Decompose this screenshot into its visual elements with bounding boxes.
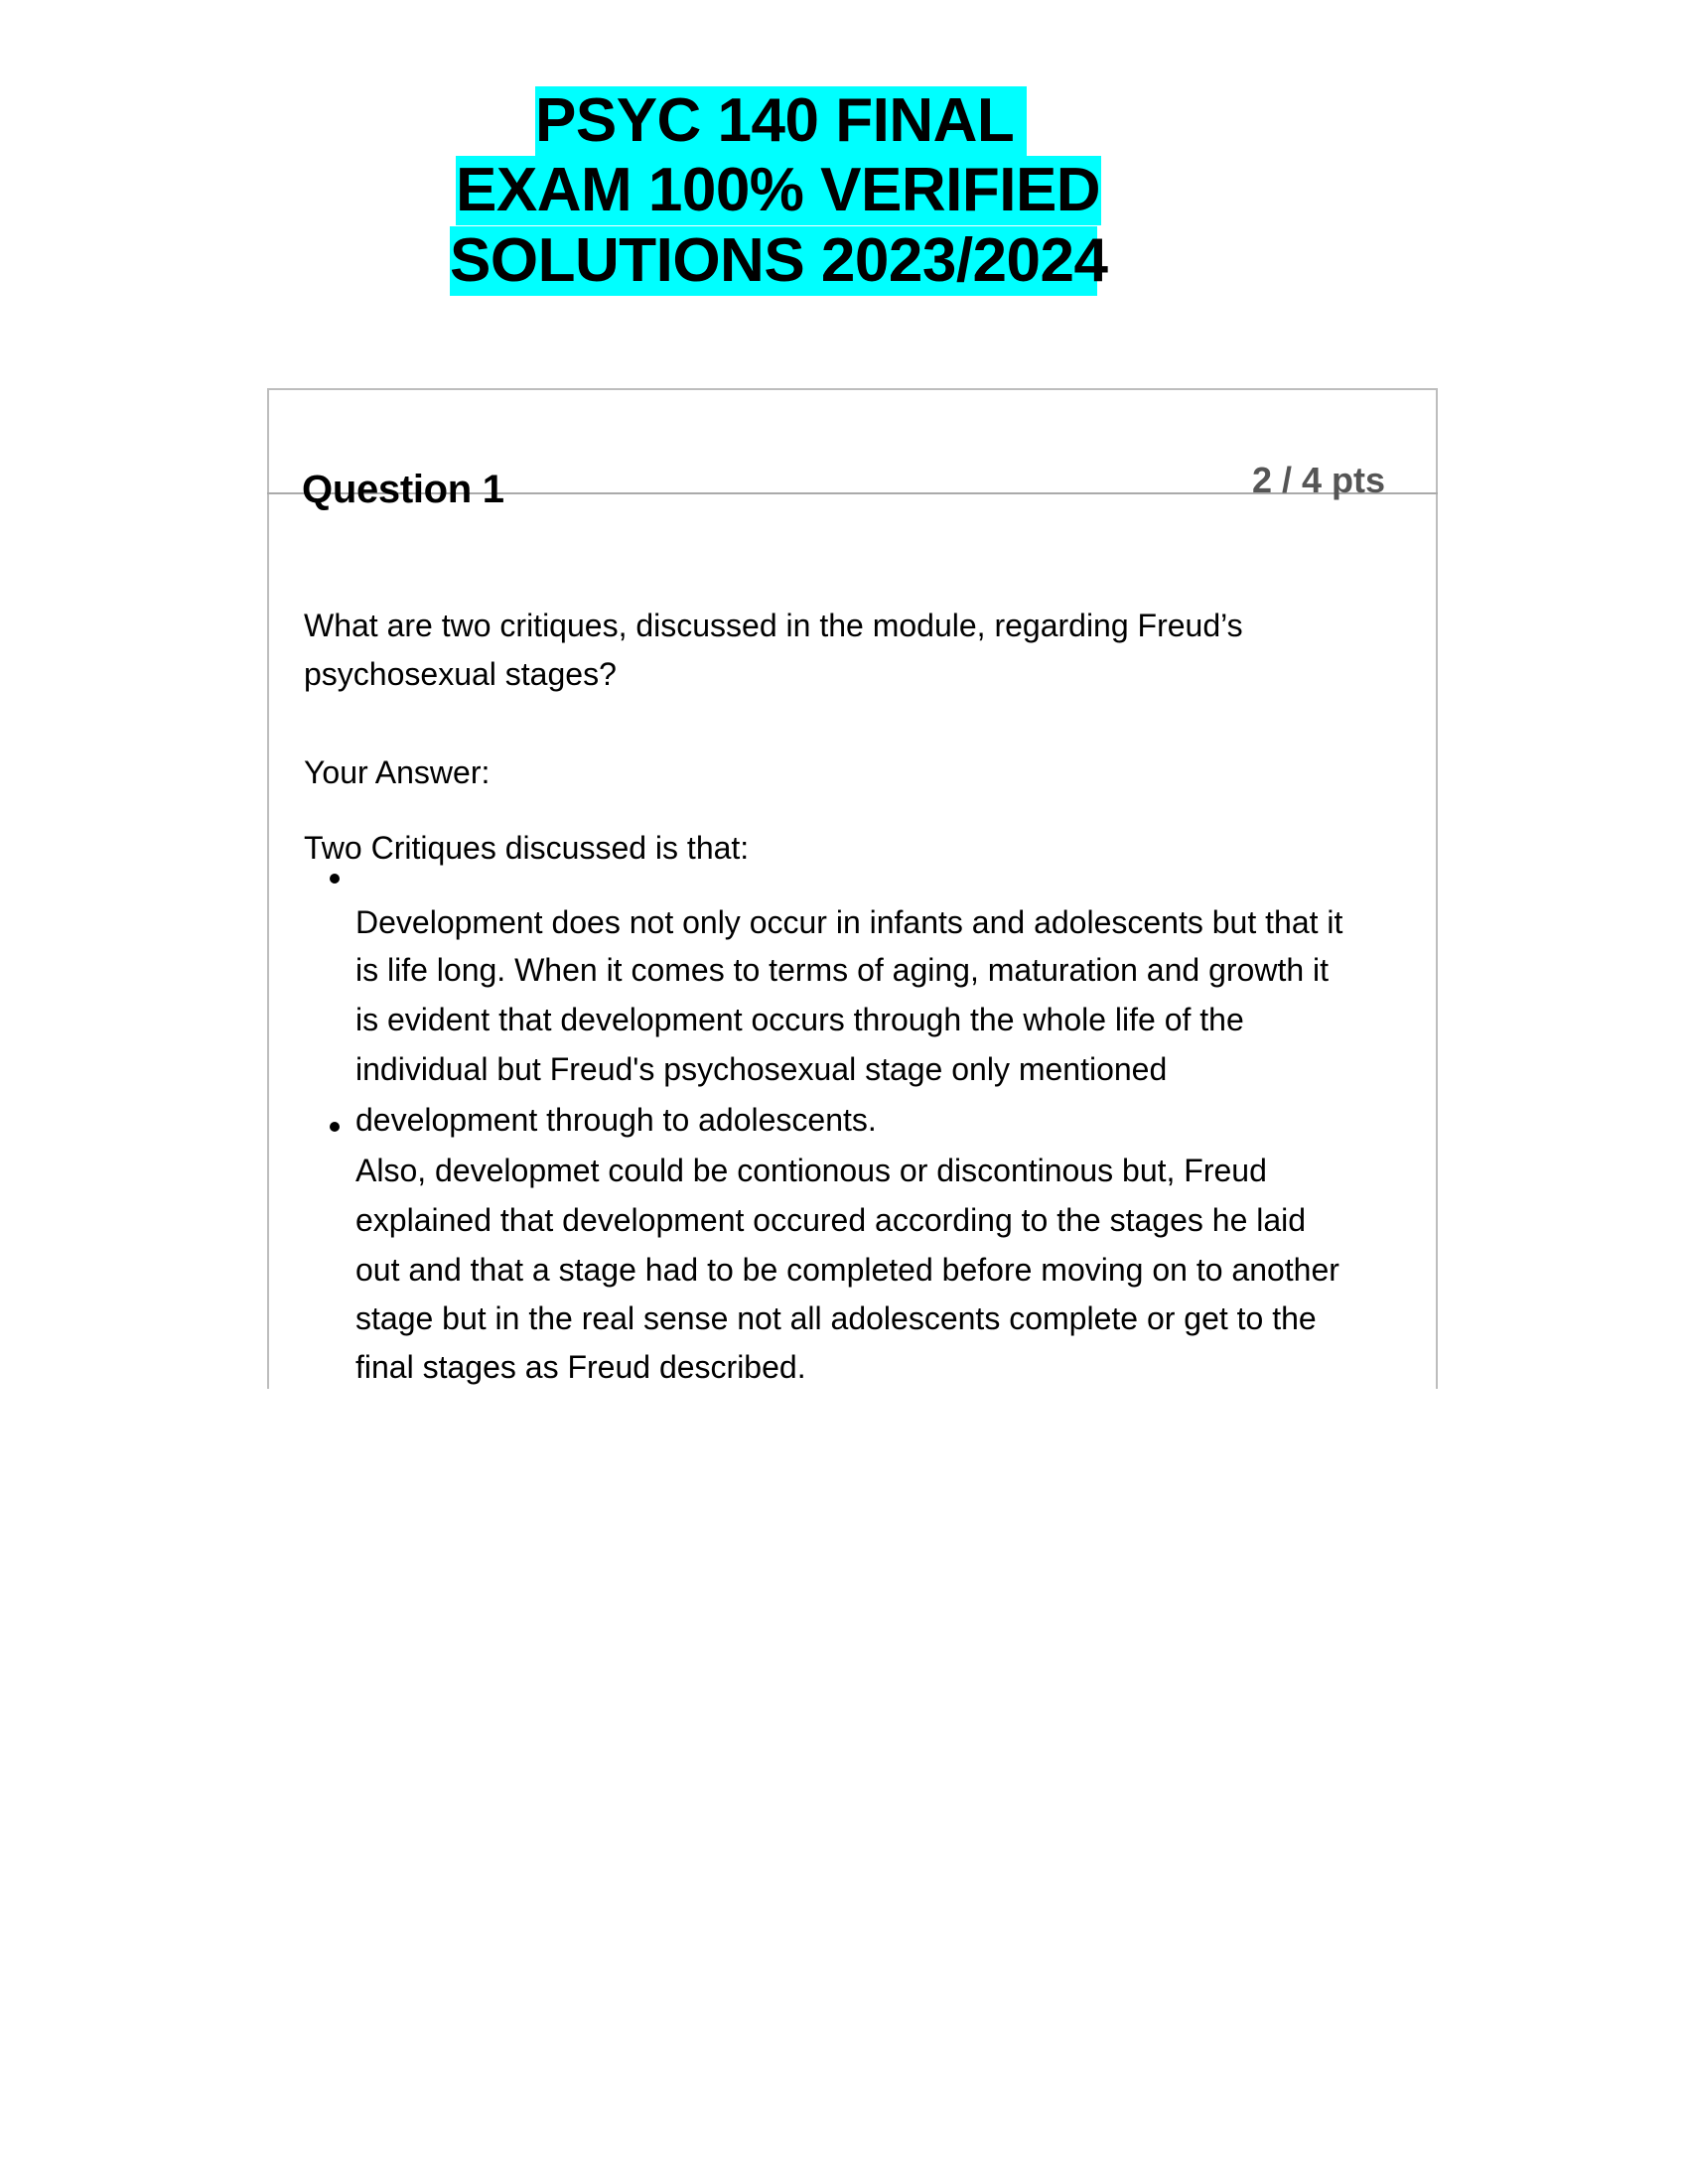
question-score: 2 / 4 pts xyxy=(1251,460,1385,500)
bullet-icon xyxy=(330,874,340,884)
answer-item-1-line: individual but Freud's psychosexual stage only mentioned xyxy=(355,1051,1168,1087)
answer-item-2-line: stage but in the real sense not all adolescents complete or get to the xyxy=(355,1300,1317,1336)
card-border-left xyxy=(267,388,269,1389)
question-prompt-line: psychosexual stages? xyxy=(304,656,617,692)
answer-item-2-line: out and that a stage had to be completed before moving on to another xyxy=(355,1252,1339,1288)
answer-item-2-line: explained that development occured according to the stages he laid xyxy=(355,1202,1307,1238)
answer-item-1-line: is life long. When it comes to terms of aging, maturation and growth it xyxy=(355,952,1330,988)
answer-item-2-line: Also, developmet could be contionous or discontinous but, Freud xyxy=(355,1153,1267,1188)
card-border-right xyxy=(1436,388,1438,1389)
title-line-2: EXAM 100% VERIFIED xyxy=(456,156,1101,224)
answer-item-2-line: development through to adolescents. xyxy=(355,1102,877,1138)
answer-item-1-line: is evident that development occurs through the whole life of the xyxy=(355,1002,1244,1037)
answer-intro: Two Critiques discussed is that: xyxy=(304,830,750,866)
answer-item-2-line: final stages as Freud described. xyxy=(355,1349,806,1385)
question-title: Question 1 xyxy=(302,468,504,511)
title-line-3: SOLUTIONS 2023/2024 xyxy=(450,226,1108,295)
answer-item-1-line: Development does not only occur in infants and adolescents but that it xyxy=(355,904,1343,940)
answer-label: Your Answer: xyxy=(304,754,491,790)
bullet-icon xyxy=(330,1122,340,1132)
card-border-top xyxy=(267,388,1438,390)
title-line-1: PSYC 140 FINAL xyxy=(535,86,1030,155)
question-prompt-line: What are two critiques, discussed in the module, regarding Freud’s xyxy=(304,608,1243,643)
